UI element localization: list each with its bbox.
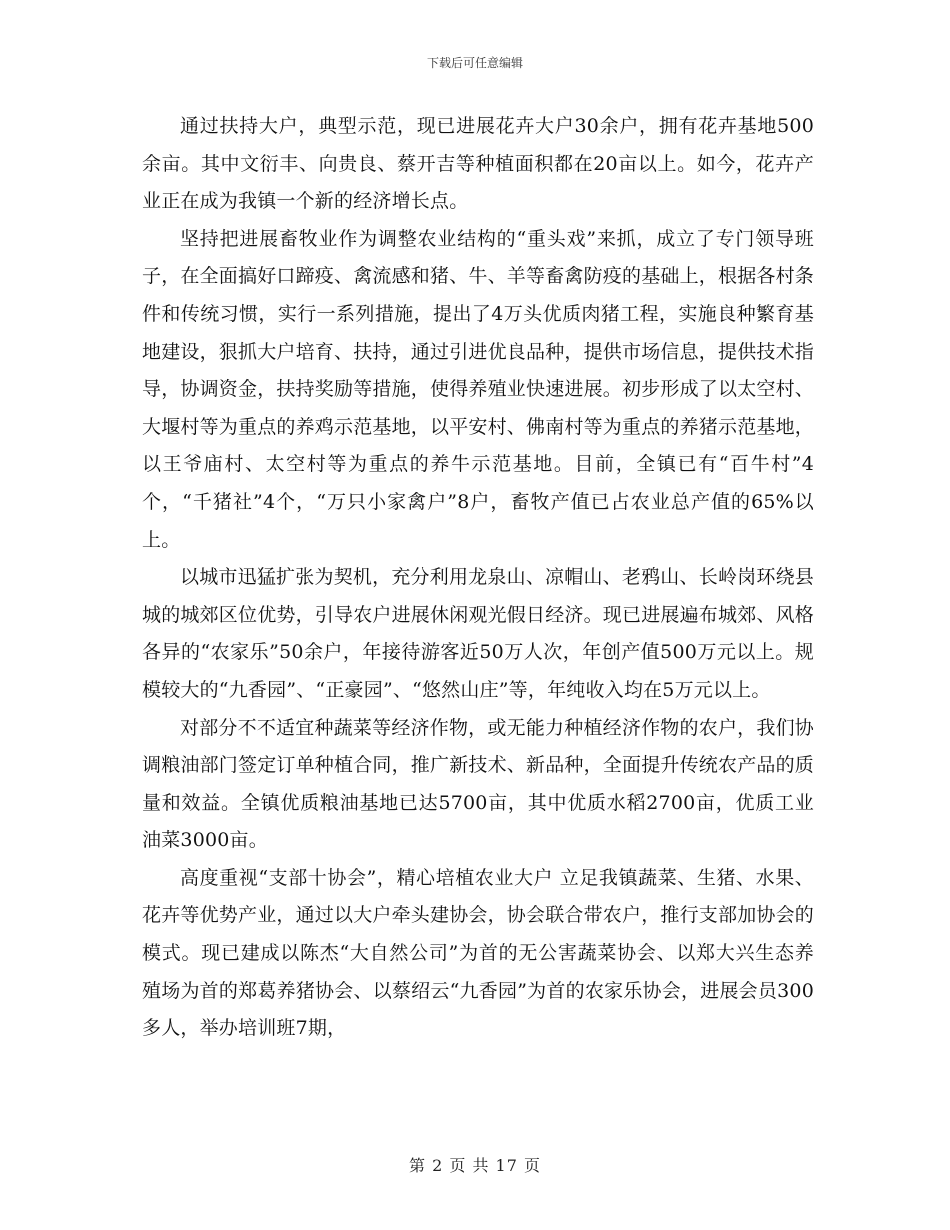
paragraph-flower-industry: 通过扶持大户，典型示范，现已进展花卉大户30余户，拥有花卉基地500余亩。其中文衍丰、向贵良、蔡开吉等种植面积都在20亩以上。如今，花卉产业正在成为我镇一个新的经济增长点。 <box>142 115 814 213</box>
document-body <box>142 108 814 1048</box>
paragraph-animal-husbandry: 坚持把进展畜牧业作为调整农业结构的“重头戏”来抓，成立了专门领导班子，在全面搞好口蹄疫、禽流感和猪、牛、羊等畜禽防疫的基础上，根据各村条件和传统习惯，实行一系列措施，提出了4万头优质肉猪工程，实施良种繁育基地建设，狠抓大户培育、扶持，通过引进优良品种，提供市场信息，提供技术指导，协调资金，扶持奖励等措施，使得养殖业快速进展。初步形成了以太空村、大堰村等为重点的养鸡示范基地，以平安村、佛南村等为重点的养猪示范基地，以王爷庙村、太空村等为重点的养牛示范基地。目前，全镇已有“百牛村”4个，“千猪社”4个，“万只小家禽户”8户，畜牧产值已占农业总产值的65%以上。 <box>142 227 815 551</box>
page-header: 下载后可任意编辑 <box>426 56 523 70</box>
paragraph-branch-association: 高度重视“支部十协会”，精心培植农业大户 立足我镇蔬菜、生猪、水果、花卉等优势产业，通过以大户牵头建协会，协会联合带农户，推行支部加协会的模式。现已建成以陈杰“大自然公司”为首的无公害蔬菜协会、以郑大兴生态养殖场为首的郑葛养猪协会、以蔡绍云“九香园”为首的农家乐协会，进展会员300多人，举办培训班7期， <box>142 866 815 1040</box>
paragraph-leisure-tourism: 以城市迅猛扩张为契机，充分利用龙泉山、凉帽山、老鸦山、长岭岗环绕县城的城郊区位优势，引导农户进展休闲观光假日经济。现已进展遍布城郊、风格各异的“农家乐”50余户，年接待游客近50万人次，年创产值500万元以上。规模较大的“九香园”、“正豪园”、“悠然山庄”等，年纯收入均在5万元以上。 <box>142 566 815 701</box>
page-number: 第 2 页 共 17 页 <box>409 1156 541 1175</box>
paragraph-grain-oil: 对部分不不适宜种蔬菜等经济作物，或无能力种植经济作物的农户，我们协调粮油部门签定订单种植合同，推广新技术、新品种，全面提升传统农产品的质量和效益。全镇优质粮油基地已达5700亩，其中优质水稻2700亩，优质工业油菜3000亩。 <box>142 716 815 852</box>
